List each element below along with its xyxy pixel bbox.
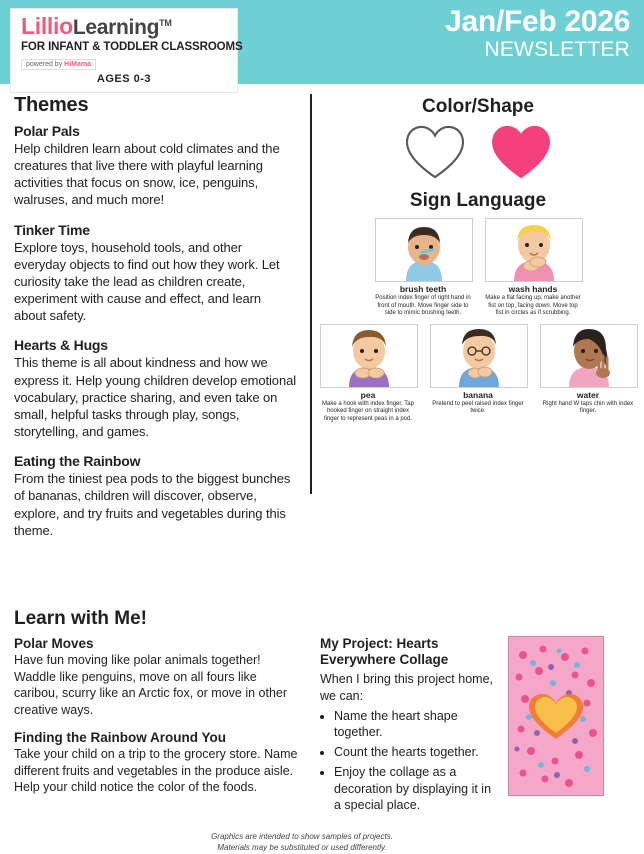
sign-row <box>320 324 636 424</box>
activity-body: Have fun moving like polar animals together! Waddle like penguins, move on all fours like caribou, scurry like an Arctic fox, or move in other creative ways. <box>14 652 288 718</box>
theme-title: Tinker Time <box>14 221 90 238</box>
project-bullet: • Enjoy the collage as a decoration by displaying it in a special place. <box>334 764 498 814</box>
theme-body: This theme is all about kindness and how we express it. Help young children develop emotional vocabulary, practice sharing, and even take on small, helpful tasks through play, songs, storytelling, and games. <box>14 355 296 440</box>
sign-description: Position index finger of right hand in front of mouth. Move finger side to side to mimic brushing teeth. <box>375 295 471 316</box>
sign-card <box>375 218 471 318</box>
powered-by-text: powered by <box>26 61 63 69</box>
themes-column <box>0 84 310 552</box>
project-bullet: • Count the hearts together. <box>334 744 498 761</box>
sign-label: wash hands <box>508 284 558 294</box>
top-section <box>0 84 644 552</box>
newsletter-label: NEWSLETTER <box>484 37 630 61</box>
logo-wordmark <box>21 14 227 39</box>
learn-with-me-heading: Learn with Me! <box>14 607 148 629</box>
sign-label: water <box>576 389 600 400</box>
sign-description: Pretend to peel raised index finger twice. <box>432 400 524 414</box>
theme-title: Polar Pals <box>14 123 80 139</box>
sign-language-heading: Sign Language <box>409 190 547 211</box>
sign-card <box>540 324 636 424</box>
project-text <box>320 636 498 817</box>
footnote-line-2: Materials may be substituted or used differently. <box>217 843 387 853</box>
sign-label: brush teeth <box>399 284 447 294</box>
header-title-block <box>445 6 630 61</box>
logo-powered-by <box>21 59 96 70</box>
logo-tm-mark: TM <box>159 18 172 28</box>
sign-illustration-water <box>540 324 638 388</box>
logo-subtitle: FOR INFANT & TODDLER CLASSROOMS <box>21 41 243 54</box>
powered-by-brand: HiMama <box>64 61 91 69</box>
project-intro: When I bring this project home, we can: <box>320 672 493 703</box>
logo-box <box>10 8 243 93</box>
sign-row <box>320 218 636 318</box>
sign-label: pea <box>360 389 376 400</box>
newsletter-date: Jan/Feb 2026 <box>445 5 630 38</box>
project-heading: My Project: Hearts Everywhere Collage <box>320 635 449 667</box>
theme-body: From the tiniest pea pods to the biggest bunches of bananas, children will discover, observe, explore, and try fruits and vegetables during this theme. <box>14 471 291 538</box>
project-footnote <box>14 831 630 853</box>
activity-title: Finding the Rainbow Around You <box>14 729 226 745</box>
learn-with-me-section <box>0 608 644 854</box>
learn-activities <box>14 636 304 817</box>
color-shape-heading: Color/Shape <box>422 96 534 117</box>
sign-illustration-wash-hands <box>485 218 583 282</box>
themes-heading: Themes <box>14 94 89 116</box>
project-block <box>320 636 630 817</box>
sign-card <box>485 218 581 318</box>
sign-illustration-brush-teeth <box>375 218 473 282</box>
shapes-row <box>320 124 636 180</box>
learn-columns <box>14 636 630 817</box>
sign-description: Make a flat facing up, make another fist on top, facing down. Move top fist in circles as if scrubbing. <box>485 295 581 316</box>
theme-title: Hearts & Hugs <box>14 337 108 354</box>
logo-brand-text: Lillio <box>21 13 73 39</box>
heart-outline-icon <box>404 124 466 180</box>
page-content <box>0 84 644 854</box>
sign-illustration-banana <box>430 324 528 388</box>
logo-learning-text: Learning <box>72 16 160 39</box>
project-bullet: • Name the heart shape together. <box>334 708 498 742</box>
color-sign-column <box>312 84 644 552</box>
sign-label: banana <box>463 389 493 400</box>
theme-title: Eating the Rainbow <box>14 453 141 470</box>
sign-card <box>430 324 526 424</box>
project-bullet-list <box>320 708 498 815</box>
activity-title: Polar Moves <box>14 635 94 651</box>
footnote-line-1: Graphics are intended to show samples of projects. <box>211 832 393 842</box>
project-photo-hearts-collage <box>508 636 604 796</box>
theme-body: Help children learn about cold climates and the creatures that live there with playful learning activities that focus on snow, ice, penguins, walruses, and much more! <box>14 141 280 208</box>
page-header <box>0 0 644 84</box>
sign-description: Right hand W taps chin with index finger. <box>542 400 634 414</box>
sign-description: Make a hook with index finger. Tap hooked finger on straight index finger to represent peas in a pod. <box>322 400 414 422</box>
theme-body: Explore toys, household tools, and other everyday objects to find out how they work. Let curiosity take the lead as children create, experiment with cause and effect, and learn about safety. <box>14 239 280 324</box>
sign-card <box>320 324 416 424</box>
ages-label: AGES 0-3 <box>96 73 152 86</box>
sign-illustration-pea <box>320 324 418 388</box>
activity-body: Take your child on a trip to the grocery store. Name different fruits and vegetables in the produce aisle. Help your child notice the color of the foods. <box>14 746 298 795</box>
heart-filled-icon <box>490 124 552 180</box>
